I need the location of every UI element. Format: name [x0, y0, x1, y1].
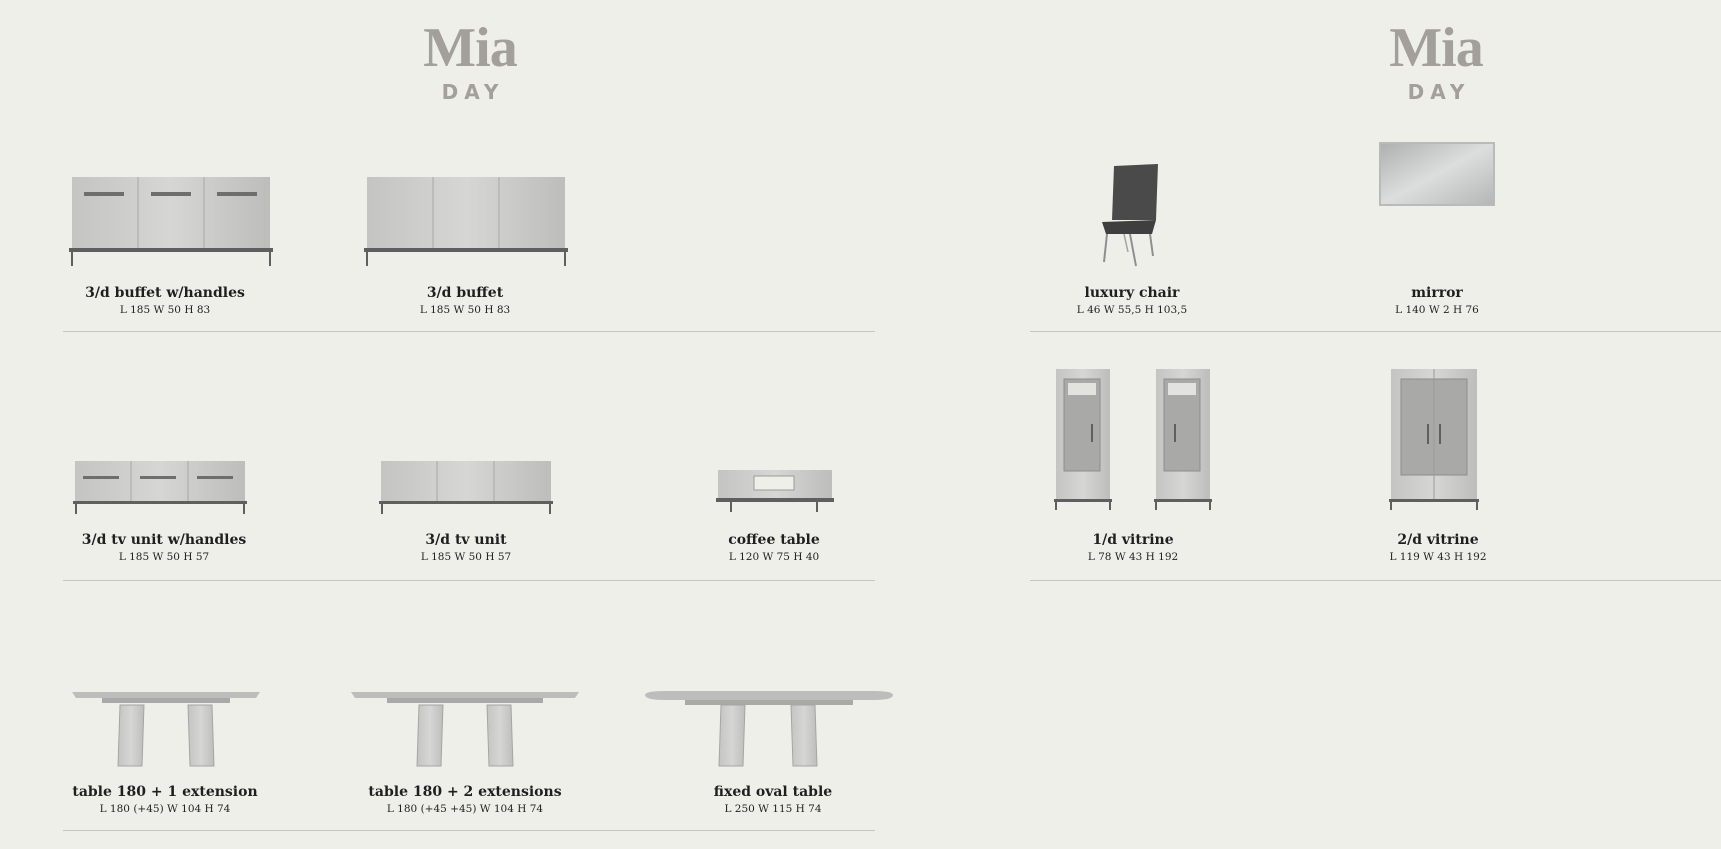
product-name: 1/d vitrine — [1092, 532, 1174, 548]
product-name: fixed oval table — [713, 784, 833, 800]
product-dimensions: L 120 W 75 H 40 — [728, 551, 820, 563]
product-name: 2/d vitrine — [1397, 532, 1479, 548]
coffee-table-image — [716, 468, 834, 514]
section-divider — [1030, 580, 1721, 581]
section-divider — [63, 830, 875, 831]
product-name: coffee table — [728, 532, 820, 548]
oval-table-image — [645, 690, 893, 770]
section-divider — [63, 580, 875, 581]
brand-subtitle: DAY — [441, 80, 505, 104]
product-dimensions: L 119 W 43 H 192 — [1389, 551, 1487, 563]
product-dimensions: L 140 W 2 H 76 — [1395, 304, 1479, 316]
brand-logo-right — [1336, 17, 1536, 104]
product-name: luxury chair — [1084, 285, 1180, 301]
buffet-handles-image — [68, 175, 276, 267]
product-dimensions: L 180 (+45 +45) W 104 H 74 — [386, 803, 544, 815]
brand-title: Mia — [423, 17, 517, 79]
tv-unit-image — [379, 459, 553, 515]
chair-image — [1100, 162, 1160, 268]
dining-table-1-ext-image — [72, 690, 260, 770]
buffet-image — [363, 175, 571, 267]
product-dimensions: L 185 W 50 H 57 — [420, 551, 512, 563]
product-name: 3/d buffet — [426, 285, 504, 301]
brand-subtitle: DAY — [1407, 80, 1471, 104]
product-name: 3/d tv unit w/handles — [81, 532, 247, 548]
section-divider — [1030, 331, 1721, 332]
product-dimensions: L 180 (+45) W 104 H 74 — [99, 803, 231, 815]
mirror-image — [1379, 142, 1495, 206]
product-name: table 180 + 1 extension — [72, 784, 258, 800]
vitrine-2-door-image — [1389, 369, 1479, 513]
product-name: 3/d buffet w/handles — [85, 285, 245, 301]
product-dimensions: L 78 W 43 H 192 — [1087, 551, 1179, 563]
product-dimensions: L 185 W 50 H 83 — [419, 304, 511, 316]
product-dimensions: L 250 W 115 H 74 — [724, 803, 822, 815]
product-dimensions: L 46 W 55,5 H 103,5 — [1076, 304, 1188, 316]
tv-unit-handles-image — [73, 459, 247, 515]
dining-table-2-ext-image — [351, 690, 579, 770]
product-name: 3/d tv unit — [425, 532, 507, 548]
product-name: mirror — [1411, 285, 1463, 301]
brand-title: Mia — [1389, 17, 1483, 79]
vitrine-1-door-image — [1054, 369, 1214, 513]
product-name: table 180 + 2 extensions — [368, 784, 562, 800]
section-divider — [63, 331, 875, 332]
product-dimensions: L 185 W 50 H 83 — [119, 304, 211, 316]
product-dimensions: L 185 W 50 H 57 — [118, 551, 210, 563]
brand-logo-left — [370, 17, 570, 104]
